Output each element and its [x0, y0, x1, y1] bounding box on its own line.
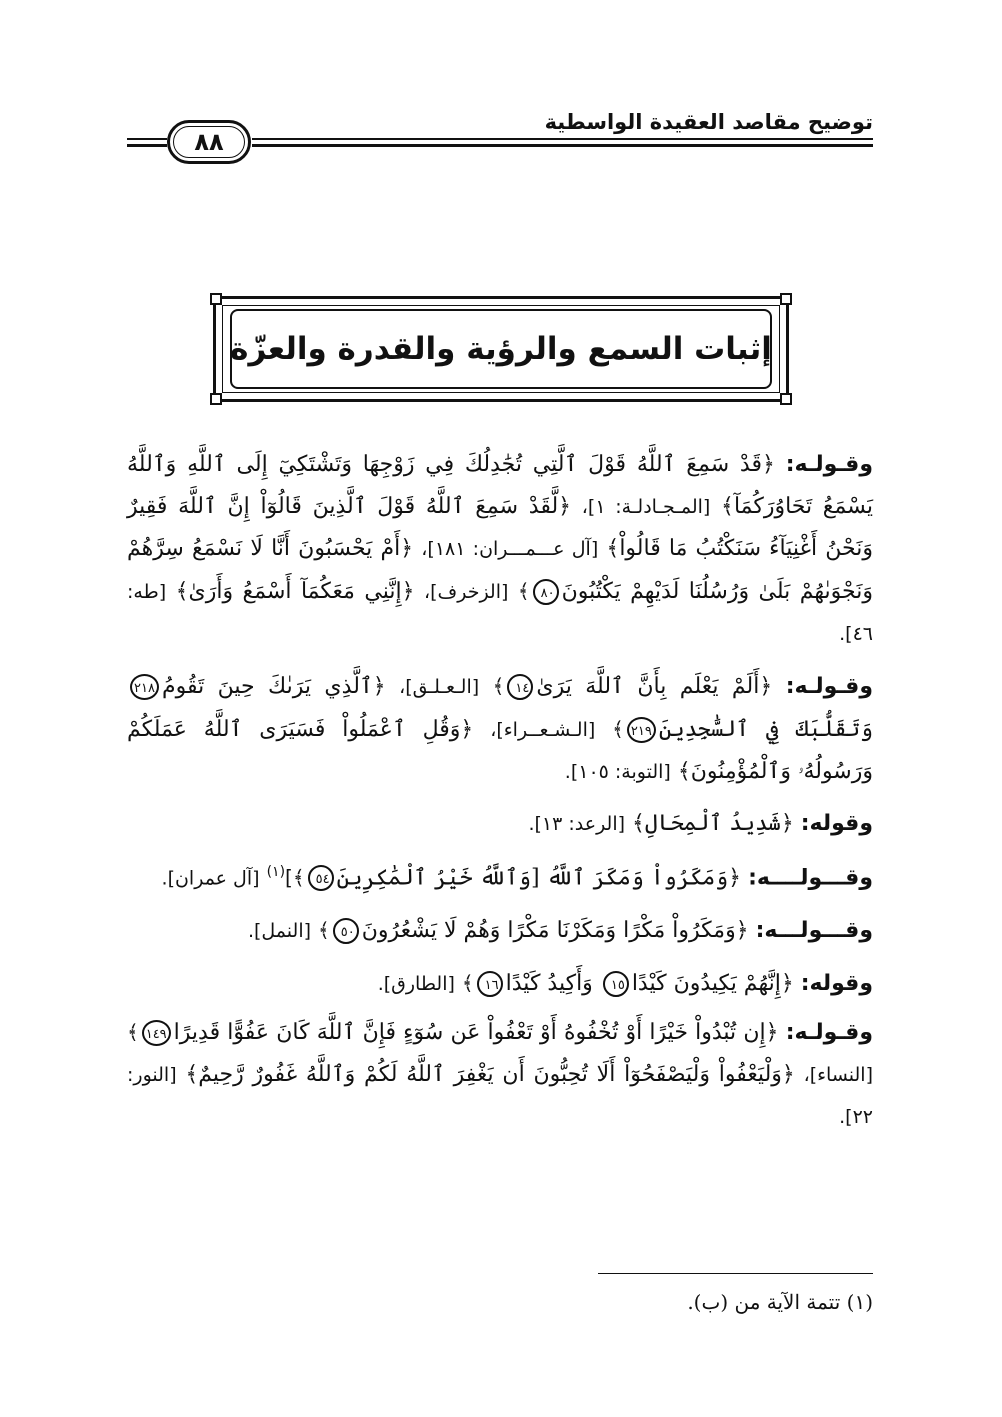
quran-verse: وَتَقَلُّبَكَ فِي ٱلسَّٰجِدِينَ — [658, 717, 873, 742]
verse-reference: [طه: ٤٦]. — [127, 581, 873, 645]
ayah-number-marker: ٢١٩ — [627, 717, 656, 743]
quran-verse: ﴿أَلَمْ يَعْلَم بِأَنَّ ٱللَّهَ يَرَىٰ — [536, 674, 773, 699]
quran-verse: ﴿قَدْ سَمِعَ ٱللَّهُ قَوْلَ ٱلَّتِي تُجَٰدِلُكَ فِي زَوْجِهَا وَتَشْتَكِيٓ إِلَى ٱللَّهِ وَٱللَّهُ يَسْمَعُ تَحَاوُرَكُمَآ﴾ — [127, 452, 873, 519]
closing-brace: ﴾ — [517, 579, 530, 603]
verse-reference: [التوبة: ١٠٥]. — [564, 761, 671, 783]
quran-verse: [وَٱللَّهُ خَيْرُ ٱلْمَٰكِرِينَ — [336, 865, 540, 891]
quran-verse: ﴿شَدِيدُ ٱلْمِحَالِ﴾ — [632, 811, 794, 836]
closing-brace: ﴾ — [318, 918, 330, 943]
ayah-number-marker: ١٤ — [507, 674, 533, 700]
footnote-marker: (١) — [266, 864, 286, 880]
quran-verse: ﴿وَمَكَرُواْ وَمَكَرَ ٱللَّهُ — [546, 865, 742, 891]
header-rule-left — [127, 138, 167, 148]
verse-reference: [آل عمران]. — [161, 867, 260, 890]
paragraph-7 — [127, 1011, 873, 1138]
closing-brace: ﴾ — [612, 717, 624, 741]
closing-brace: ﴾ — [461, 971, 474, 996]
ayah-number-marker: ٢١٨ — [130, 674, 159, 700]
section-title-frame — [213, 296, 789, 402]
ayah-number-marker: ٥٤ — [308, 865, 334, 891]
paragraph-lead: وقوله: — [800, 811, 873, 836]
paragraph-lead: وقوله: — [800, 971, 873, 997]
quran-verse: ﴿لَّقَدْ سَمِعَ ٱللَّهُ قَوْلَ ٱلَّذِينَ قَالُوٓاْ إِنَّ ٱللَّهَ فَقِيرٌ وَنَحْنُ أَغْنِيَآءُ سَنَكْتُبُ مَا قَالُواْ﴾ — [127, 494, 873, 561]
page-number-badge — [167, 120, 251, 164]
ayah-number-marker: ١٤٩ — [142, 1020, 171, 1046]
running-title: توضيح مقاصد العقيدة الواسطية — [544, 110, 873, 134]
closing-brace: ﴾] — [285, 865, 305, 890]
paragraph-5 — [127, 909, 873, 952]
ayah-number-marker: ١٦ — [477, 971, 503, 997]
section-title: إثبات السمع والرؤية والقدرة والعزّة — [230, 331, 772, 367]
verse-reference: [الـعـلـق]، — [399, 676, 480, 698]
quran-verse: ﴿وَقُلِ ٱعْمَلُواْ فَسَيَرَى ٱللَّهُ عَمَلَكُمْ وَرَسُولُهُۥ وَٱلْمُؤْمِنُونَ﴾ — [127, 717, 873, 784]
footnote-separator — [598, 1273, 873, 1274]
quran-verse: ﴿إِن تُبْدُواْ خَيْرًا أَوْ تُخْفُوهُ أَوْ تَعْفُواْ عَن سُوٓءٍ فَإِنَّ ٱللَّهَ كَانَ عَفُوًّا قَدِيرًا — [173, 1020, 779, 1046]
ayah-number-marker: ١٥ — [603, 971, 629, 997]
verse-reference: [المـجـادلـة: ١]، — [581, 496, 711, 518]
ayah-number-marker: ٥٠ — [333, 918, 359, 944]
quran-verse: ﴿وَلْيَعْفُواْ وَلْيَصْفَحُوٓاْ أَلَا تُحِبُّونَ أَن يَغْفِرَ ٱللَّهُ لَكُمْ وَٱللَّهُ غَفُورٌ رَّحِيمٌ﴾ — [185, 1062, 795, 1088]
header-rule-right — [252, 138, 873, 148]
paragraph-1 — [127, 444, 873, 655]
verse-reference: [النمل]. — [247, 920, 312, 943]
closing-brace: ﴾ — [127, 1020, 139, 1045]
verse-reference: [الطارق]. — [377, 973, 455, 996]
paragraph-lead: وقـــولـــه: — [755, 918, 873, 944]
verse-reference: [الـشـعــراء]، — [490, 719, 596, 741]
quran-verse: ﴿ٱلَّذِي يَرَىٰكَ حِينَ تَقُومُ — [161, 674, 386, 699]
page-number: ٨٨ — [194, 128, 224, 156]
verse-reference: [آل عـــمـــران: ١٨١]، — [421, 538, 599, 560]
paragraph-lead: وقـولـه: — [785, 452, 873, 477]
quran-verse: ﴿أَمْ يَحْسَبُونَ أَنَّا لَا نَسْمَعُ سِرَّهُمْ وَنَجْوَىٰهُمْ بَلَىٰ وَرُسُلُنَا لَدَيْهِمْ يَكْتُبُونَ — [127, 536, 873, 604]
paragraph-6 — [127, 962, 873, 1005]
verse-reference: [الزخرف]، — [423, 581, 509, 603]
quran-verse: ﴿إِنَّنِي مَعَكُمَآ أَسْمَعُ وَأَرَىٰ﴾ — [175, 579, 415, 604]
paragraph-lead: وقـــولــــه: — [748, 865, 873, 891]
paragraph-3 — [127, 803, 873, 845]
verse-reference: [النور: ٢٢]. — [127, 1064, 873, 1129]
paragraph-lead: وقـولـه: — [785, 674, 874, 699]
closing-brace: ﴾ — [492, 674, 505, 698]
quran-verse: وَأَكِيدُ كَيْدًا — [505, 971, 593, 997]
verse-reference: [الرعد: ١٣]. — [528, 813, 626, 835]
main-text — [127, 444, 873, 1148]
ayah-number-marker: ٨٠ — [533, 579, 559, 605]
page-header — [127, 108, 873, 158]
paragraph-4 — [127, 851, 873, 899]
quran-verse: ﴿إِنَّهُمْ يَكِيدُونَ كَيْدًا — [631, 971, 794, 997]
footnote: (١) تتمة الآية من (ب). — [687, 1290, 873, 1314]
verse-reference: [النساء]، — [803, 1064, 873, 1087]
paragraph-2 — [127, 665, 873, 793]
quran-verse: ﴿وَمَكَرُواْ مَكْرًا وَمَكَرْنَا مَكْرًا وَهُمْ لَا يَشْعُرُونَ — [361, 918, 749, 944]
paragraph-lead: وقـولـه: — [785, 1020, 873, 1046]
